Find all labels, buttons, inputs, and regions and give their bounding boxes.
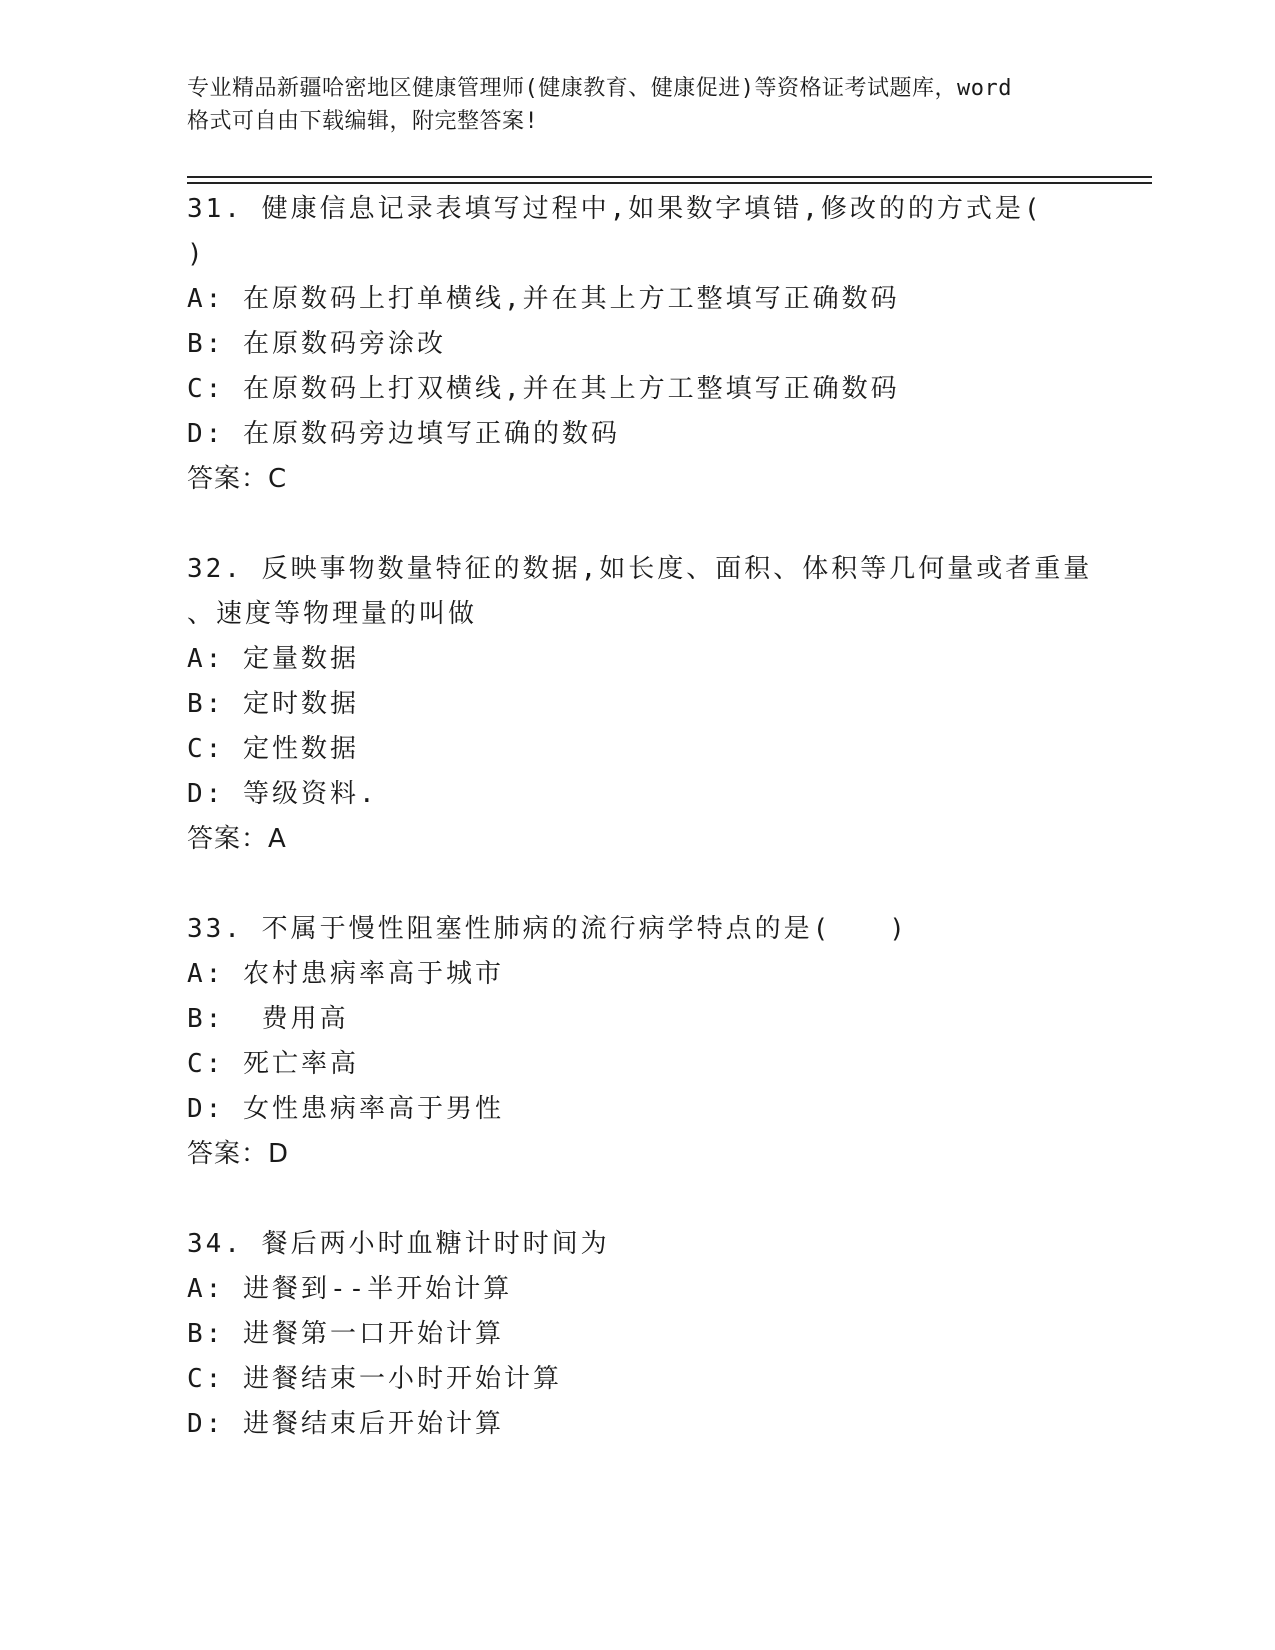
question-31-option-b: B: 在原数码旁涂改 — [187, 329, 446, 359]
question-33-answer: 答案：D — [187, 1139, 290, 1169]
question-31-stem-line-1: 31. 健康信息记录表填写过程中,如果数字填错,修改的的方式是( — [187, 194, 1043, 224]
question-33-option-c: C: 死亡率高 — [187, 1049, 359, 1079]
question-33-option-d: D: 女性患病率高于男性 — [187, 1094, 504, 1124]
question-31-answer: 答案：C — [187, 464, 288, 494]
question-32-option-d: D: 等级资料. — [187, 779, 378, 809]
question-33-option-b: B: 费用高 — [187, 1004, 349, 1034]
question-31-stem-line-2: ) — [187, 239, 206, 269]
question-31-option-a: A: 在原数码上打单横线,并在其上方工整填写正确数码 — [187, 284, 900, 314]
question-32-stem-line-1: 32. 反映事物数量特征的数据,如长度、面积、体积等几何量或者重量 — [187, 554, 1093, 584]
question-32-answer: 答案：A — [187, 824, 287, 854]
question-34-option-b: B: 进餐第一口开始计算 — [187, 1319, 504, 1349]
header-divider-top — [187, 176, 1152, 178]
question-32-stem-line-2: 、速度等物理量的叫做 — [187, 599, 478, 629]
question-34-option-d: D: 进餐结束后开始计算 — [187, 1409, 504, 1439]
header-line-2: 格式可自由下载编辑，附完整答案! — [187, 109, 539, 134]
question-34-option-c: C: 进餐结束一小时开始计算 — [187, 1364, 562, 1394]
question-34-option-a: A: 进餐到--半开始计算 — [187, 1274, 513, 1304]
question-33-stem: 33. 不属于慢性阻塞性肺病的流行病学特点的是( ) — [187, 914, 908, 944]
header-line-1: 专业精品新疆哈密地区健康管理师(健康教育、健康促进)等资格证考试题库，word — [187, 76, 1012, 101]
question-32-option-a: A: 定量数据 — [187, 644, 359, 674]
header-divider-bottom — [187, 182, 1152, 184]
document-header — [187, 72, 1087, 138]
question-31-option-c: C: 在原数码上打双横线,并在其上方工整填写正确数码 — [187, 374, 900, 404]
question-31-option-d: D: 在原数码旁边填写正确的数码 — [187, 419, 620, 449]
question-33-option-a: A: 农村患病率高于城市 — [187, 959, 504, 989]
question-32-option-b: B: 定时数据 — [187, 689, 359, 719]
question-32-option-c: C: 定性数据 — [187, 734, 359, 764]
question-34-stem: 34. 餐后两小时血糖计时时间为 — [187, 1229, 610, 1259]
